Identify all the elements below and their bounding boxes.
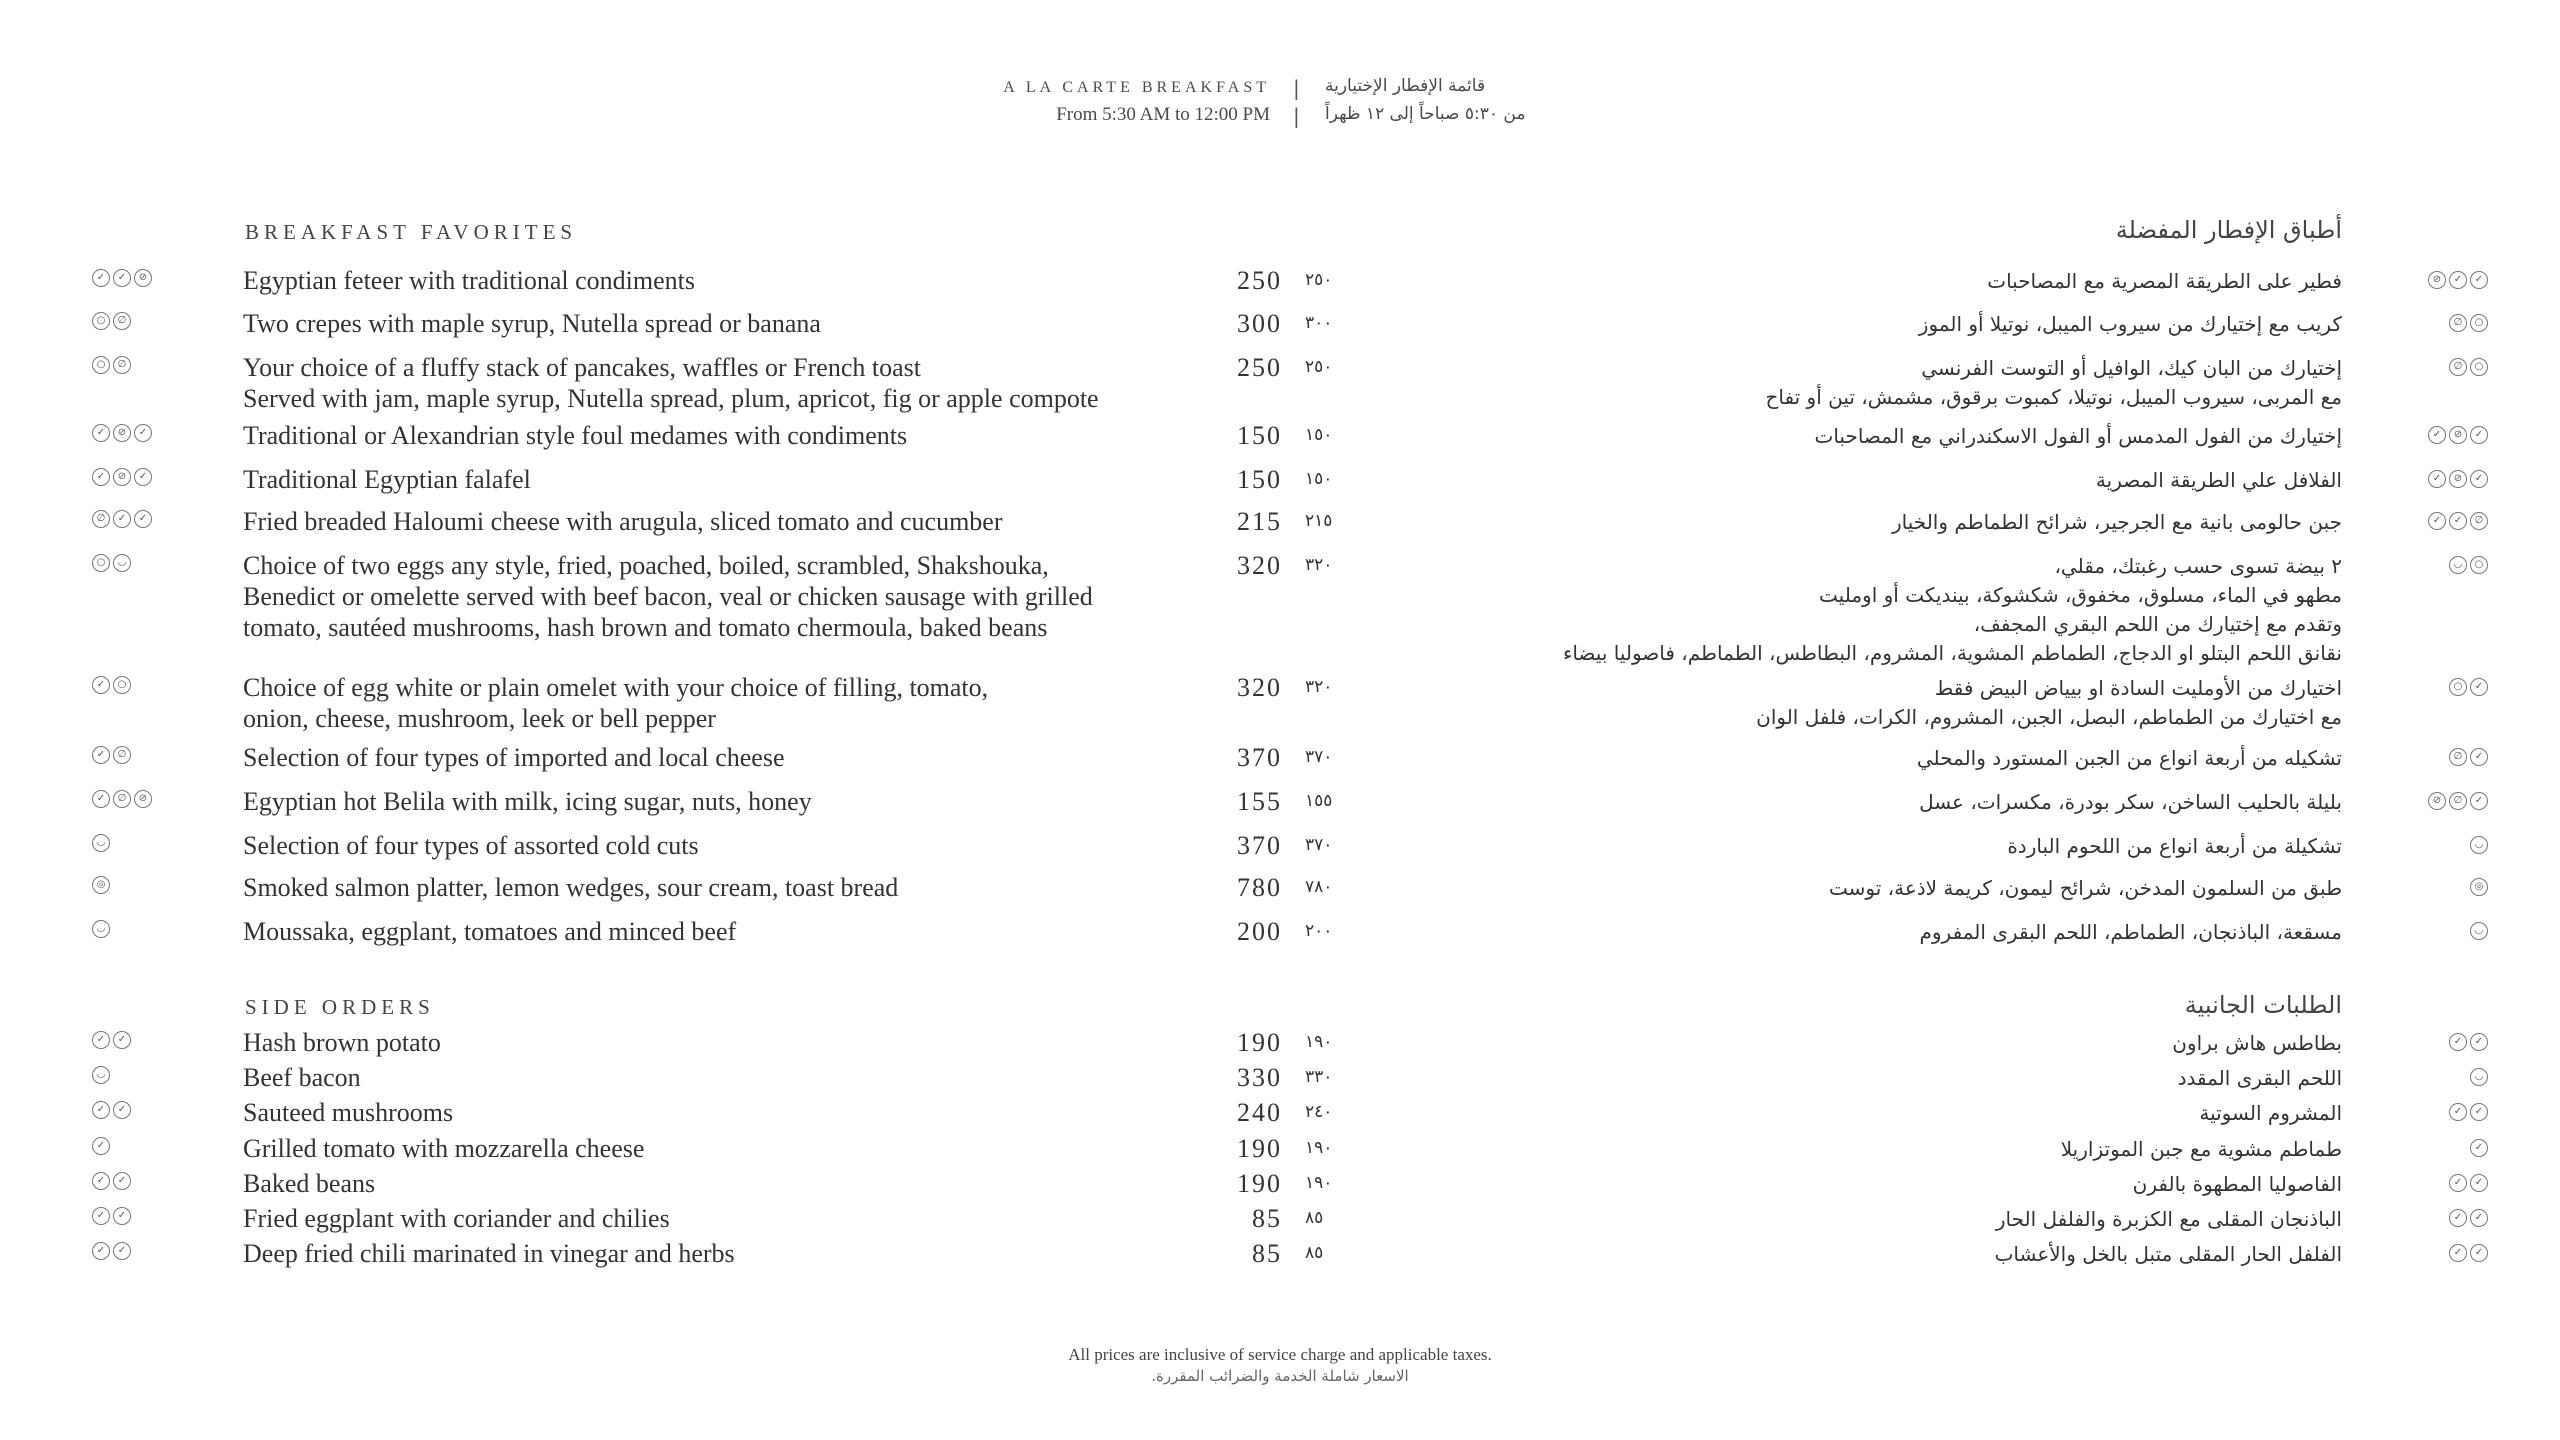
gluten-icon: ∅ — [2449, 792, 2467, 810]
item-name-ar: اللحم البقرى المقدد — [2177, 1066, 2342, 1090]
item-price-ar: ٢٠٠ — [1305, 921, 1333, 941]
footer-note-ar: الاسعار شاملة الخدمة والضرائب المقررة. — [1151, 1367, 1409, 1385]
vegetarian-icon: ✓ — [2449, 1103, 2467, 1121]
item-price-ar: ٣٢٠ — [1305, 677, 1333, 697]
dietary-icons — [92, 1137, 110, 1155]
vegetarian-icon: ✓ — [2470, 678, 2488, 696]
dietary-icons — [92, 1242, 131, 1260]
item-price: 215 — [1237, 507, 1282, 536]
vegetarian-icon: ✓ — [2470, 748, 2488, 766]
item-name-ar: الفاصوليا المطهوة بالفرن — [2132, 1172, 2342, 1196]
vegetarian-icon: ✓ — [2470, 1209, 2488, 1227]
item-name-ar: تشكيلة من أربعة انواع من اللحوم الباردة — [2007, 834, 2342, 858]
dietary-icons — [92, 1101, 131, 1119]
item-name-en: Moussaka, eggplant, tomatoes and minced beef — [243, 917, 737, 946]
dietary-icons — [92, 424, 152, 442]
item-price: 300 — [1237, 309, 1282, 338]
dietary-icons — [2470, 836, 2488, 854]
item-name-en: Selection of four types of assorted cold cuts — [243, 831, 699, 860]
item-name-en: Benedict or omelette served with beef bacon, veal or chicken sausage with grilled — [243, 582, 1093, 611]
item-price: 370 — [1237, 743, 1282, 772]
vegan-icon: ✓ — [92, 1101, 110, 1119]
vegan-icon: ✓ — [92, 1031, 110, 1049]
item-name-ar: بطاطس هاش براون — [2172, 1031, 2342, 1055]
dietary-icons — [2449, 1174, 2488, 1192]
item-price: 320 — [1237, 673, 1282, 702]
item-name-en: Choice of two eggs any style, fried, poached, boiled, scrambled, Shakshouka, — [243, 551, 1049, 580]
dairy-icon: ○ — [92, 356, 110, 374]
dietary-icons — [92, 876, 110, 894]
dietary-icons — [2428, 792, 2488, 810]
item-name-en: Sauteed mushrooms — [243, 1098, 454, 1127]
item-price-ar: ١٥٥ — [1305, 791, 1333, 811]
dietary-icons — [92, 1066, 110, 1084]
vegan-icon: ✓ — [92, 424, 110, 442]
fish-icon: ◎ — [2470, 878, 2488, 896]
item-price-ar: ٣٧٠ — [1305, 835, 1333, 855]
dairy-icon: ○ — [2470, 358, 2488, 376]
dietary-icons — [2449, 358, 2488, 376]
dietary-icons — [92, 746, 131, 764]
dietary-icons — [92, 1207, 131, 1225]
vegetarian-icon: ✓ — [134, 510, 152, 528]
vegan-icon: ✓ — [2470, 426, 2488, 444]
dietary-icons — [92, 510, 152, 528]
item-name-ar: نقانق اللحم البتلو او الدجاج، الطماطم المشوية، المشروم، البطاطس، الطماطم، فاصوليا بيضاء — [1562, 641, 2342, 665]
vegetarian-icon: ✓ — [2428, 470, 2446, 488]
vegan-icon: ✓ — [2449, 512, 2467, 530]
item-price-ar: ٢١٥ — [1305, 511, 1333, 531]
dietary-icons — [92, 834, 110, 852]
vegetarian-icon: ✓ — [92, 1242, 110, 1260]
dairy-icon: ○ — [113, 676, 131, 694]
item-name-ar: مسقعة، الباذنجان، الطماطم، اللحم البقرى المفروم — [1919, 920, 2342, 944]
header-hours-en: From 5:30 AM to 12:00 PM — [1056, 104, 1270, 125]
dietary-icons — [2449, 1033, 2488, 1051]
nuts-icon: ⊘ — [2449, 470, 2467, 488]
vegetarian-icon: ✓ — [2449, 271, 2467, 289]
dietary-icons — [2428, 271, 2488, 289]
dairy-icon: ○ — [2470, 556, 2488, 574]
vegan-icon: ✓ — [113, 1242, 131, 1260]
dietary-icons — [2449, 314, 2488, 332]
item-name-en: Smoked salmon platter, lemon wedges, sour cream, toast bread — [243, 873, 899, 902]
vegan-icon: ✓ — [2449, 1174, 2467, 1192]
item-price-ar: ١٩٠ — [1305, 1032, 1333, 1052]
dairy-icon: ○ — [92, 312, 110, 330]
dietary-icons — [92, 1172, 131, 1190]
nuts-icon: ⊘ — [113, 468, 131, 486]
item-name-en: Hash brown potato — [243, 1028, 441, 1057]
gluten-icon: ∅ — [113, 746, 131, 764]
item-price: 190 — [1237, 1169, 1282, 1198]
item-name-ar: الفلافل علي الطريقة المصرية — [2095, 468, 2342, 492]
footer-note-en: All prices are inclusive of service charge and applicable taxes. — [1068, 1345, 1492, 1364]
vegetarian-icon: ✓ — [2428, 426, 2446, 444]
item-price: 150 — [1237, 421, 1282, 450]
nuts-icon: ⊘ — [2428, 792, 2446, 810]
item-name-en: Traditional or Alexandrian style foul medames with condiments — [243, 421, 908, 450]
vegan-icon: ✓ — [2449, 1244, 2467, 1262]
dietary-icons — [92, 468, 152, 486]
vegan-icon: ✓ — [2470, 271, 2488, 289]
meat-icon: ◡ — [2449, 556, 2467, 574]
item-name-en: Served with jam, maple syrup, Nutella spread, plum, apricot, fig or apple compote — [243, 384, 1099, 413]
item-price-ar: ١٥٠ — [1305, 469, 1333, 489]
dairy-icon: ○ — [92, 554, 110, 572]
item-name-ar: الفلفل الحار المقلى متبل بالخل والأعشاب — [1994, 1242, 2342, 1266]
item-price: 780 — [1237, 873, 1282, 902]
vegetarian-icon: ✓ — [2470, 792, 2488, 810]
item-price-ar: ٣٠٠ — [1305, 313, 1333, 333]
item-name-ar: كريب مع إختيارك من سيروب الميبل، نوتيلا أو الموز — [1918, 312, 2342, 336]
item-name-ar: طبق من السلمون المدخن، شرائح ليمون، كريمة لاذعة، توست — [1829, 876, 2342, 900]
vegetarian-icon: ✓ — [2470, 1174, 2488, 1192]
vegan-icon: ✓ — [2470, 1033, 2488, 1051]
vegan-icon: ✓ — [113, 1207, 131, 1225]
item-name-ar: جبن حالومى بانية مع الجرجير، شرائح الطماطم والخيار — [1892, 510, 2342, 534]
vegetarian-icon: ✓ — [2470, 1244, 2488, 1262]
item-name-en: Deep fried chili marinated in vinegar and herbs — [243, 1239, 735, 1268]
item-price-ar: ٧٨٠ — [1305, 877, 1333, 897]
item-price: 250 — [1237, 353, 1282, 382]
item-price: 190 — [1237, 1028, 1282, 1057]
dietary-icons — [2449, 748, 2488, 766]
dietary-icons — [2470, 1068, 2488, 1086]
item-price: 240 — [1237, 1098, 1282, 1127]
item-price: 250 — [1237, 266, 1282, 295]
vegan-icon: ✓ — [2470, 470, 2488, 488]
dietary-icons — [2449, 1209, 2488, 1227]
meat-icon: ◡ — [2470, 922, 2488, 940]
meat-icon: ◡ — [92, 1066, 110, 1084]
meat-icon: ◡ — [92, 834, 110, 852]
vegetarian-icon: ✓ — [92, 1207, 110, 1225]
vegan-icon: ✓ — [113, 1172, 131, 1190]
vegan-icon: ✓ — [92, 269, 110, 287]
item-price-ar: ٨٥ — [1305, 1208, 1324, 1228]
header-row-title — [0, 76, 2560, 104]
item-name-ar: طماطم مشوية مع جبن الموتزاريلا — [2060, 1137, 2342, 1161]
item-price-ar: ٣٧٠ — [1305, 747, 1333, 767]
item-price: 155 — [1237, 787, 1282, 816]
vegetarian-icon: ✓ — [2449, 1033, 2467, 1051]
item-price-ar: ٢٤٠ — [1305, 1102, 1333, 1122]
dietary-icons — [2449, 1244, 2488, 1262]
dietary-icons — [2449, 556, 2488, 574]
gluten-icon: ∅ — [113, 312, 131, 330]
vegetarian-icon: ✓ — [2470, 1139, 2488, 1157]
vegan-icon: ✓ — [92, 468, 110, 486]
vegetarian-icon: ✓ — [92, 790, 110, 808]
dietary-icons — [2470, 878, 2488, 896]
section-title-en: BREAKFAST FAVORITES — [245, 220, 578, 244]
item-price: 85 — [1252, 1239, 1282, 1268]
item-name-en: tomato, sautéed mushrooms, hash brown and tomato chermoula, baked beans — [243, 613, 1048, 642]
item-price: 85 — [1252, 1204, 1282, 1233]
item-price: 190 — [1237, 1134, 1282, 1163]
dietary-icons — [2449, 1103, 2488, 1121]
dietary-icons — [92, 920, 110, 938]
dietary-icons — [92, 554, 131, 572]
item-name-ar: مع المربى، سيروب الميبل، نوتيلا، كمبوت برقوق، مشمش، تين أو تفاح — [1765, 385, 2342, 409]
item-price: 370 — [1237, 831, 1282, 860]
item-price: 320 — [1237, 551, 1282, 580]
vegetarian-icon: ✓ — [92, 746, 110, 764]
item-price-ar: ٨٥ — [1305, 1243, 1324, 1263]
nuts-icon: ⊘ — [134, 790, 152, 808]
item-price: 150 — [1237, 465, 1282, 494]
item-name-ar: اختيارك من الأومليت السادة او بيياض البيض فقط — [1934, 676, 2342, 700]
gluten-icon: ∅ — [92, 510, 110, 528]
item-name-en: Egyptian feteer with traditional condiments — [243, 266, 695, 295]
item-name-ar: وتقدم مع إختيارك من اللحم البقري المجفف، — [1973, 612, 2342, 636]
item-name-en: Traditional Egyptian falafel — [243, 465, 531, 494]
vegetarian-icon: ✓ — [113, 1101, 131, 1119]
header-title-ar: قائمة الإفطار الإختيارية — [1325, 76, 1486, 96]
fish-icon: ◎ — [92, 876, 110, 894]
item-name-en: Choice of egg white or plain omelet with your choice of filling, tomato, — [243, 673, 989, 702]
vegan-icon: ✓ — [2470, 1103, 2488, 1121]
section-title-ar: أطباق الإفطار المفضلة — [2115, 216, 2342, 244]
dietary-icons — [92, 676, 131, 694]
section-title-ar: الطلبات الجانبية — [2184, 991, 2342, 1019]
gluten-icon: ∅ — [2449, 314, 2467, 332]
dietary-icons — [2470, 922, 2488, 940]
item-name-ar: إختيارك من البان كيك، الوافيل أو التوست الفرنسي — [1921, 356, 2342, 380]
dietary-icons — [92, 269, 152, 287]
dietary-icons — [2449, 678, 2488, 696]
item-name-en: Two crepes with maple syrup, Nutella spread or banana — [243, 309, 821, 338]
header-title-en: A LA CARTE BREAKFAST — [1003, 79, 1270, 96]
vegetarian-icon: ✓ — [2428, 512, 2446, 530]
item-name-en: Beef bacon — [243, 1063, 361, 1092]
item-name-en: Your choice of a fluffy stack of pancakes, waffles or French toast — [243, 353, 921, 382]
item-price-ar: ٢٥٠ — [1305, 270, 1333, 290]
section-title-en: SIDE ORDERS — [245, 995, 435, 1019]
item-name-ar: المشروم السوتية — [2199, 1101, 2342, 1125]
vegan-icon: ✓ — [113, 510, 131, 528]
dietary-icons — [92, 790, 152, 808]
item-name-en: Fried breaded Haloumi cheese with arugula, sliced tomato and cucumber — [243, 507, 1003, 536]
nuts-icon: ⊘ — [113, 424, 131, 442]
gluten-icon: ∅ — [2449, 358, 2467, 376]
item-name-en: Fried eggplant with coriander and chilies — [243, 1204, 670, 1233]
vegetarian-icon: ✓ — [92, 1137, 110, 1155]
dietary-icons — [2428, 470, 2488, 488]
dietary-icons — [2428, 512, 2488, 530]
header-hours-ar: من ٥:٣٠ صباحاً إلى ١٢ ظهراً — [1325, 104, 1526, 124]
dairy-icon: ○ — [2470, 314, 2488, 332]
header-row-hours — [0, 104, 2560, 132]
vegetarian-icon: ✓ — [134, 468, 152, 486]
nuts-icon: ⊘ — [2449, 426, 2467, 444]
dietary-icons — [92, 356, 131, 374]
meat-icon: ◡ — [2470, 1068, 2488, 1086]
footer — [0, 1345, 2560, 1385]
item-name-ar: الباذنجان المقلى مع الكزبرة والفلفل الحار — [1995, 1207, 2342, 1231]
item-name-ar: مع اختيارك من الطماطم، البصل، الجبن، المشروم، الكرات، فلفل الوان — [1756, 705, 2342, 729]
nuts-icon: ⊘ — [134, 269, 152, 287]
vegetarian-icon: ✓ — [113, 1031, 131, 1049]
item-name-ar: تشكيله من أربعة انواع من الجبن المستورد والمحلي — [1916, 746, 2342, 770]
item-name-ar: ٢ بيضة تسوى حسب رغبتك، مقلي، — [2054, 554, 2342, 578]
item-price-ar: ١٩٠ — [1305, 1138, 1333, 1158]
dietary-icons — [92, 1031, 131, 1049]
item-price: 200 — [1237, 917, 1282, 946]
item-name-ar: مطهو في الماء، مسلوق، مخفوق، شكشوكة، بينديكت أو اومليت — [1819, 583, 2342, 607]
meat-icon: ◡ — [92, 920, 110, 938]
item-price-ar: ٣٢٠ — [1305, 555, 1333, 575]
meat-icon: ◡ — [113, 554, 131, 572]
item-price: 330 — [1237, 1063, 1282, 1092]
vegetarian-icon: ✓ — [134, 424, 152, 442]
meat-icon: ◡ — [2470, 836, 2488, 854]
vegan-icon: ✓ — [2449, 1209, 2467, 1227]
dietary-icons — [2428, 426, 2488, 444]
vegetarian-icon: ✓ — [92, 1172, 110, 1190]
nuts-icon: ⊘ — [2428, 271, 2446, 289]
gluten-icon: ∅ — [2470, 512, 2488, 530]
item-name-ar: إختيارك من الفول المدمس أو الفول الاسكندراني مع المصاحبات — [1814, 424, 2342, 448]
menu-header — [0, 76, 2560, 132]
item-name-en: onion, cheese, mushroom, leek or bell pepper — [243, 704, 716, 733]
item-name-en: Baked beans — [243, 1169, 376, 1198]
item-price-ar: ١٥٠ — [1305, 425, 1333, 445]
dairy-icon: ○ — [2449, 678, 2467, 696]
gluten-icon: ∅ — [113, 790, 131, 808]
item-name-en: Grilled tomato with mozzarella cheese — [243, 1134, 645, 1163]
vegetarian-icon: ✓ — [113, 269, 131, 287]
vegetarian-icon: ✓ — [92, 676, 110, 694]
item-name-ar: بليلة بالحليب الساخن، سكر بودرة، مكسرات، عسل — [1919, 790, 2342, 814]
item-price-ar: ١٩٠ — [1305, 1173, 1333, 1193]
item-price-ar: ٢٥٠ — [1305, 357, 1333, 377]
header-separator: | — [1293, 76, 1300, 100]
header-separator: | — [1293, 104, 1300, 128]
gluten-icon: ∅ — [113, 356, 131, 374]
dietary-icons — [92, 312, 131, 330]
item-price-ar: ٣٣٠ — [1305, 1067, 1333, 1087]
dietary-icons — [2470, 1139, 2488, 1157]
item-name-en: Selection of four types of imported and local cheese — [243, 743, 785, 772]
item-name-ar: فطير على الطريقة المصرية مع المصاحبات — [1987, 269, 2342, 293]
item-name-en: Egyptian hot Belila with milk, icing sugar, nuts, honey — [243, 787, 812, 816]
gluten-icon: ∅ — [2449, 748, 2467, 766]
